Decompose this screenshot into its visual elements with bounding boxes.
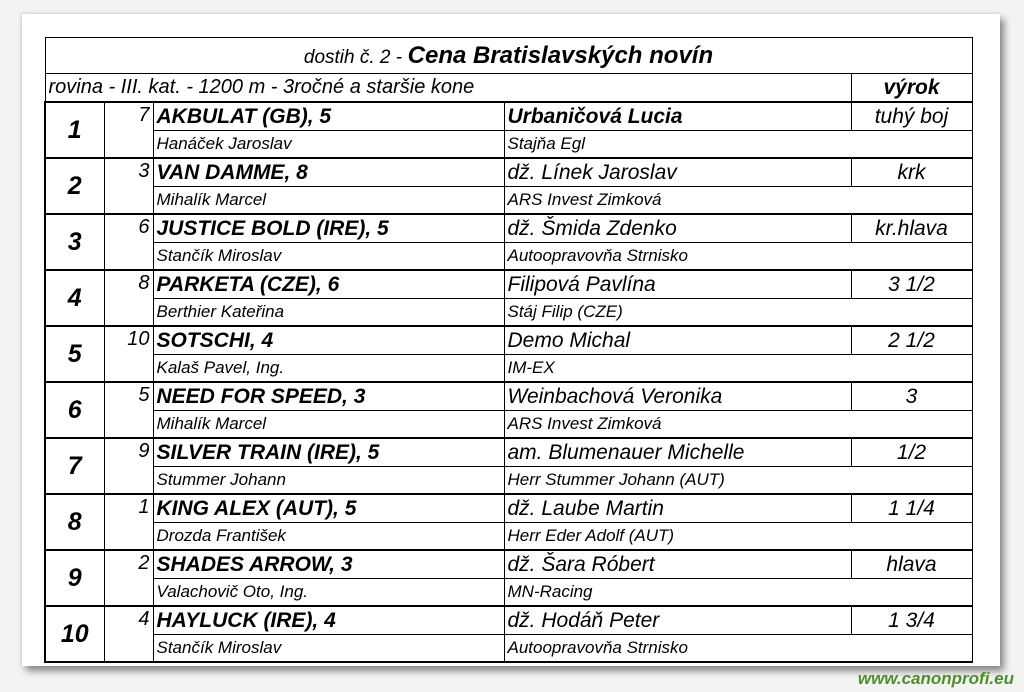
finish-margin: 1/2 [851, 438, 972, 467]
start-number: 5 [104, 382, 153, 438]
finish-margin: 3 1/2 [851, 270, 972, 299]
owner-name: IM-EX [504, 355, 972, 383]
start-number: 7 [104, 102, 153, 158]
finish-margin: hlava [851, 550, 972, 579]
finish-margin: 1 1/4 [851, 494, 972, 523]
result-subrow [45, 355, 972, 383]
trainer-name: Stančík Miroslav [153, 243, 504, 271]
result-row [45, 606, 972, 635]
finish-position: 1 [45, 102, 104, 158]
trainer-name: Mihalík Marcel [153, 411, 504, 439]
trainer-name: Stančík Miroslav [153, 635, 504, 663]
result-row [45, 158, 972, 187]
finish-position: 2 [45, 158, 104, 214]
owner-name: Herr Eder Adolf (AUT) [504, 523, 972, 551]
owner-name: Autoopravovňa Strnisko [504, 243, 972, 271]
start-number: 9 [104, 438, 153, 494]
finish-position: 4 [45, 270, 104, 326]
horse-name: PARKETA (CZE), 6 [153, 270, 504, 299]
horse-name: VAN DAMME, 8 [153, 158, 504, 187]
finish-position: 6 [45, 382, 104, 438]
jockey-name: dž. Hodáň Peter [504, 606, 851, 635]
trainer-name: Mihalík Marcel [153, 187, 504, 215]
result-subrow [45, 411, 972, 439]
result-row [45, 214, 972, 243]
trainer-name: Valachovič Oto, Ing. [153, 579, 504, 607]
start-number: 10 [104, 326, 153, 382]
result-subrow [45, 635, 972, 663]
race-results-table [44, 37, 973, 663]
jockey-name: dž. Laube Martin [504, 494, 851, 523]
finish-position: 8 [45, 494, 104, 550]
horse-name: KING ALEX (AUT), 5 [153, 494, 504, 523]
finish-margin: 1 3/4 [851, 606, 972, 635]
horse-name: JUSTICE BOLD (IRE), 5 [153, 214, 504, 243]
jockey-name: Demo Michal [504, 326, 851, 355]
horse-name: SHADES ARROW, 3 [153, 550, 504, 579]
owner-name: Herr Stummer Johann (AUT) [504, 467, 972, 495]
start-number: 1 [104, 494, 153, 550]
horse-name: HAYLUCK (IRE), 4 [153, 606, 504, 635]
race-title [45, 38, 972, 74]
jockey-name: dž. Šmida Zdenko [504, 214, 851, 243]
race-name: Cena Bratislavských novín [407, 41, 714, 69]
race-title-row [45, 38, 972, 74]
finish-position: 9 [45, 550, 104, 606]
owner-name: Autoopravovňa Strnisko [504, 635, 972, 663]
result-row [45, 550, 972, 579]
finish-margin: tuhý boj [851, 102, 972, 131]
result-subrow [45, 467, 972, 495]
finish-margin: 2 1/2 [851, 326, 972, 355]
owner-name: Stajňa Egl [504, 131, 972, 159]
race-number: dostih č. 2 - [303, 46, 403, 68]
finish-position: 10 [45, 606, 104, 662]
trainer-name: Stummer Johann [153, 467, 504, 495]
jockey-name: Weinbachová Veronika [504, 382, 851, 411]
finish-margin: kr.hlava [851, 214, 972, 243]
margin-column-header: výrok [851, 74, 972, 103]
trainer-name: Kalaš Pavel, Ing. [153, 355, 504, 383]
finish-margin: krk [851, 158, 972, 187]
owner-name: ARS Invest Zimková [504, 411, 972, 439]
jockey-name: dž. Šara Róbert [504, 550, 851, 579]
result-row [45, 438, 972, 467]
trainer-name: Drozda František [153, 523, 504, 551]
watermark: www.canonprofi.eu [857, 669, 1014, 688]
start-number: 3 [104, 158, 153, 214]
race-info-row [45, 74, 972, 103]
horse-name: NEED FOR SPEED, 3 [153, 382, 504, 411]
result-row [45, 382, 972, 411]
result-row [45, 326, 972, 355]
owner-name: MN-Racing [504, 579, 972, 607]
owner-name: Stáj Filip (CZE) [504, 299, 972, 327]
horse-name: AKBULAT (GB), 5 [153, 102, 504, 131]
jockey-name: am. Blumenauer Michelle [504, 438, 851, 467]
finish-position: 5 [45, 326, 104, 382]
jockey-name: dž. Línek Jaroslav [504, 158, 851, 187]
jockey-name: Filipová Pavlína [504, 270, 851, 299]
finish-position: 7 [45, 438, 104, 494]
finish-position: 3 [45, 214, 104, 270]
result-subrow [45, 131, 972, 159]
jockey-name: Urbaničová Lucia [504, 102, 851, 131]
horse-name: SOTSCHI, 4 [153, 326, 504, 355]
result-subrow [45, 187, 972, 215]
result-subrow [45, 523, 972, 551]
start-number: 8 [104, 270, 153, 326]
result-row [45, 270, 972, 299]
result-subrow [45, 579, 972, 607]
result-row [45, 102, 972, 131]
start-number: 6 [104, 214, 153, 270]
result-row [45, 494, 972, 523]
start-number: 4 [104, 606, 153, 662]
finish-margin: 3 [851, 382, 972, 411]
trainer-name: Berthier Kateřina [153, 299, 504, 327]
result-subrow [45, 243, 972, 271]
start-number: 2 [104, 550, 153, 606]
result-subrow [45, 299, 972, 327]
race-conditions: rovina - III. kat. - 1200 m - 3ročné a staršie kone [45, 74, 851, 103]
trainer-name: Hanáček Jaroslav [153, 131, 504, 159]
horse-name: SILVER TRAIN (IRE), 5 [153, 438, 504, 467]
owner-name: ARS Invest Zimková [504, 187, 972, 215]
